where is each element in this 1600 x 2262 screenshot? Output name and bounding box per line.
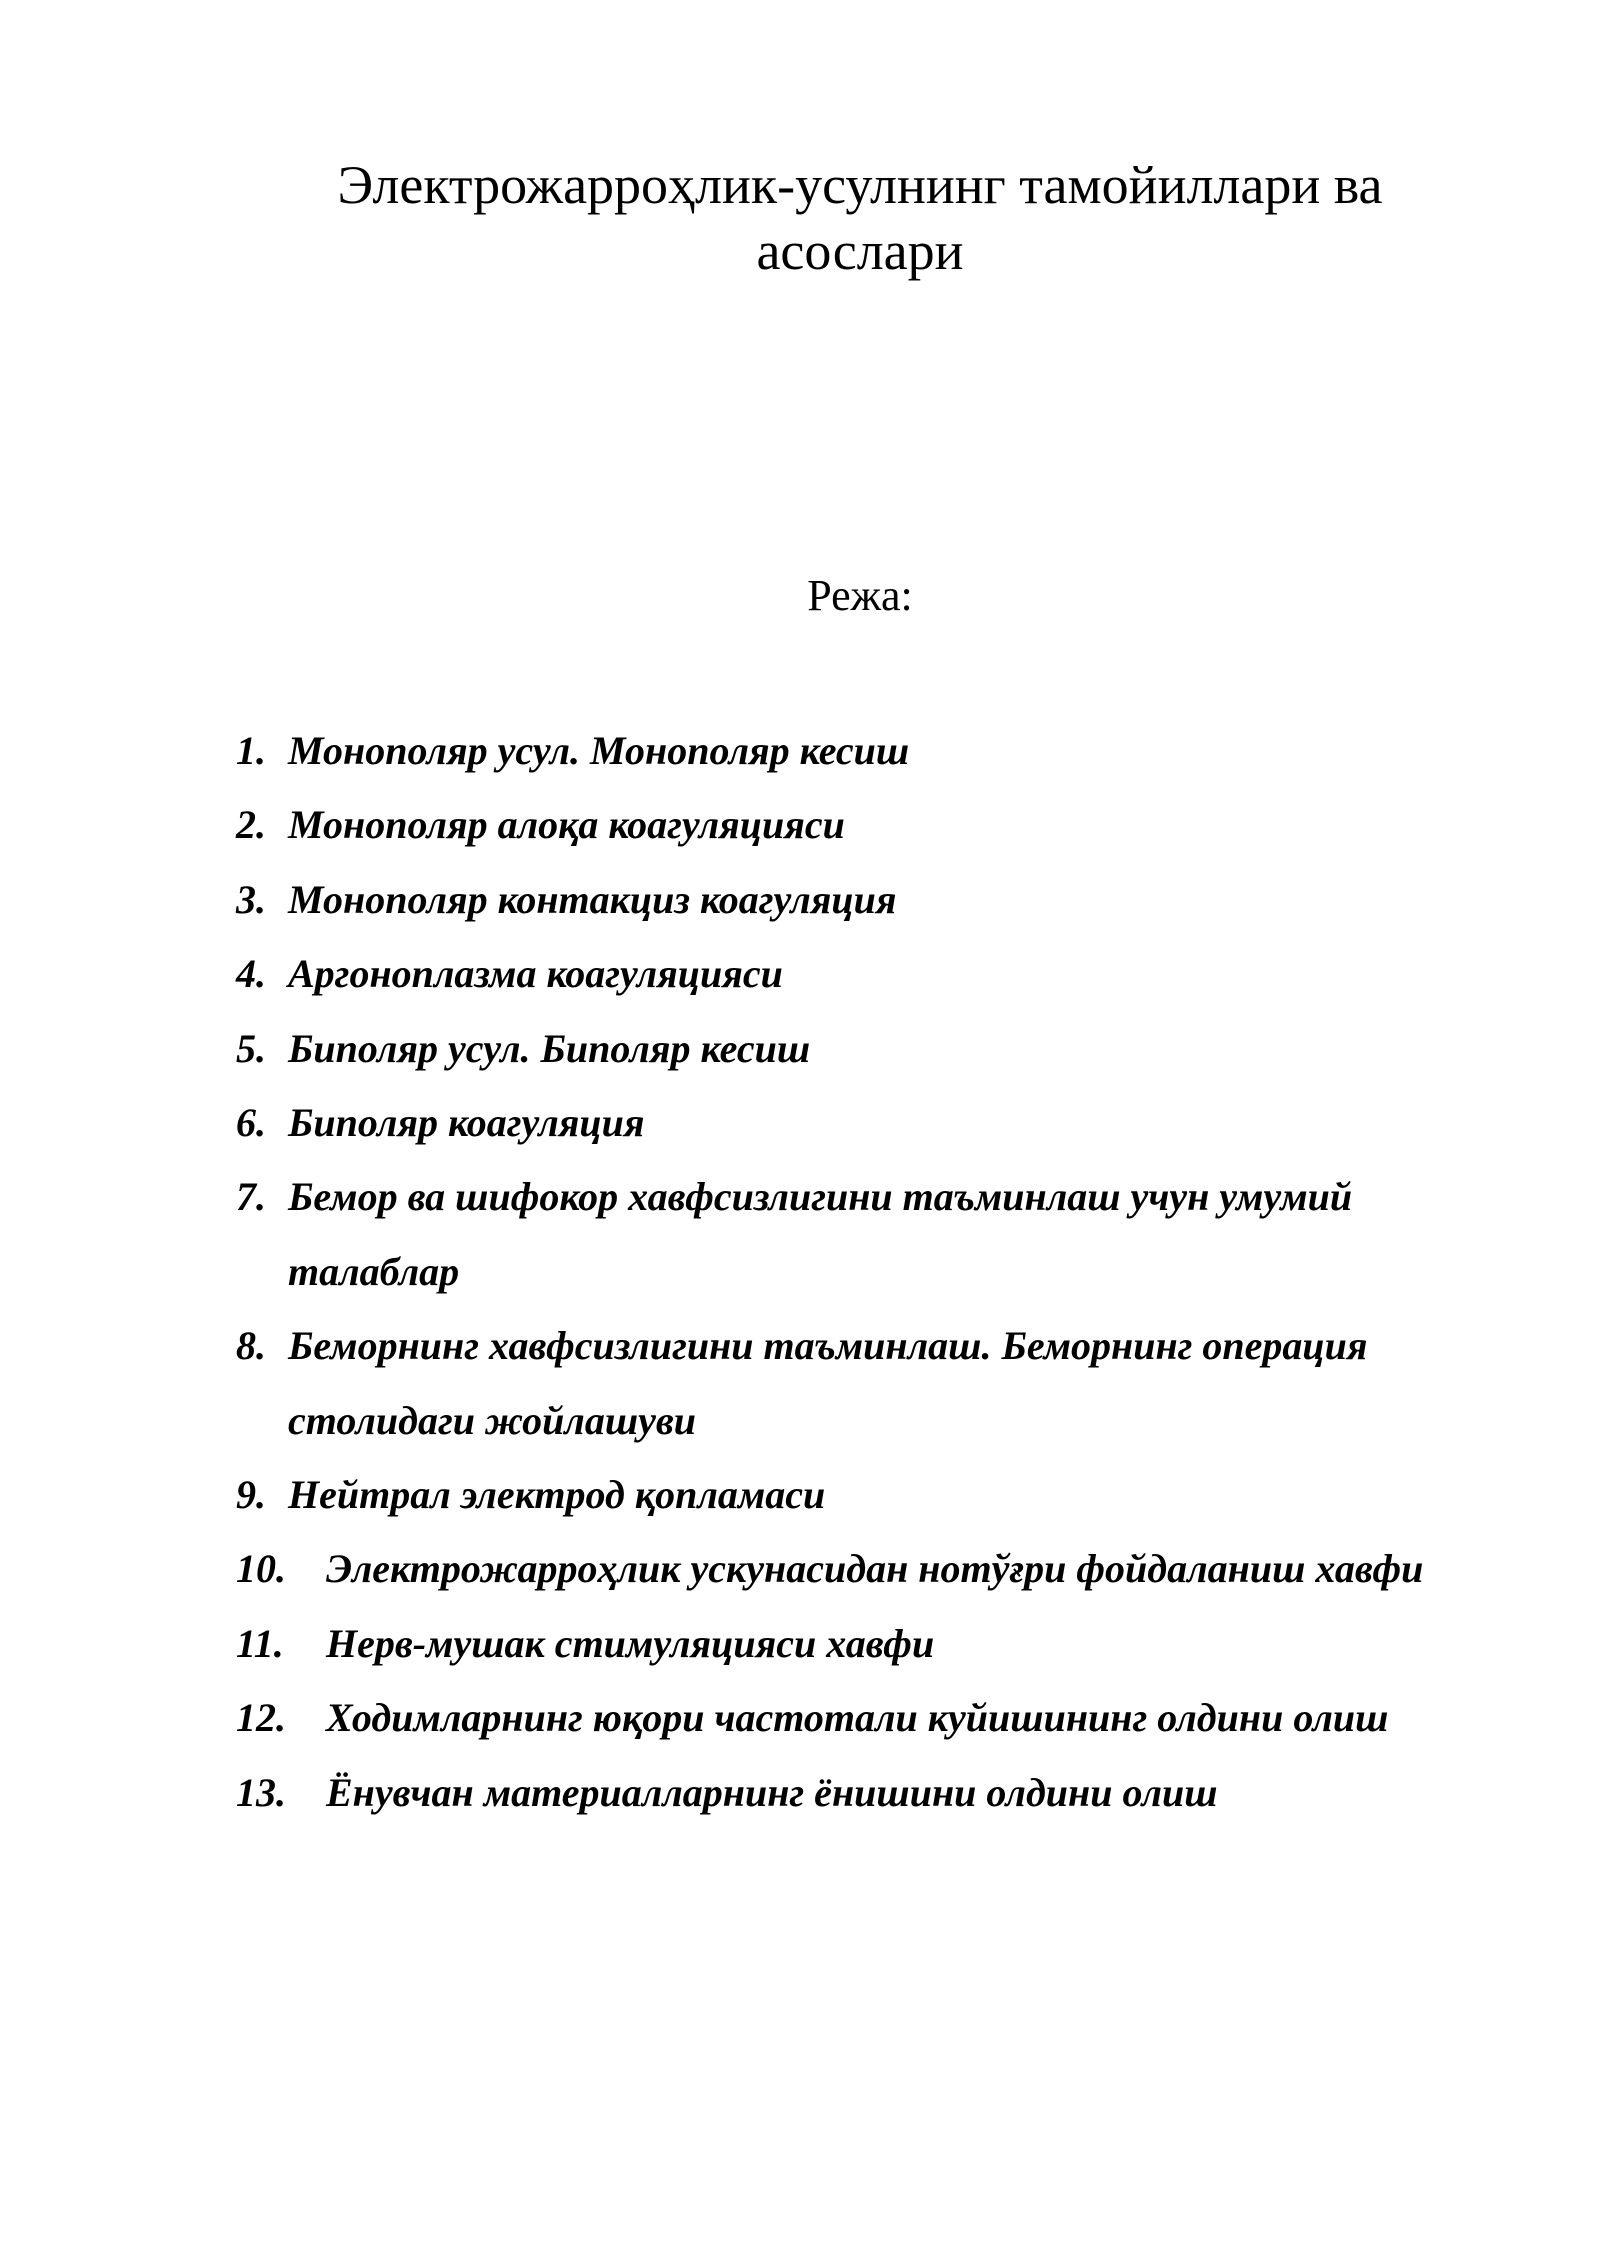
list-item (236, 1012, 1496, 1086)
list-item-text: Ёнувчан материалларнинг ёнишини олдини олиш (326, 1769, 1218, 1815)
list-item-text: Биполяр усул. Биполяр кесиш (288, 1025, 811, 1071)
list-item (236, 1160, 1496, 1309)
list-item-number: 5. (236, 1025, 266, 1071)
plan-list (236, 714, 1496, 1830)
list-item (236, 937, 1496, 1011)
list-item-number: 2. (236, 802, 266, 848)
list-item-text: Монополяр контакциз коагуляция (288, 876, 897, 922)
list-item (236, 714, 1496, 788)
list-item-text: Электрожарроҳлик ускунасидан нотўғри фойдаланиш хавфи (326, 1546, 1424, 1592)
list-item-text: Ходимларнинг юқори частотали куйишининг олдини олиш (326, 1695, 1389, 1741)
plan-heading: Режа: (807, 571, 913, 620)
list-item-text: Аргоноплазма коагуляцияси (288, 951, 783, 997)
list-item-text: Нейтрал электрод қопламаси (288, 1472, 826, 1518)
list-item-number: 9. (236, 1472, 266, 1518)
list-item (236, 1607, 1496, 1681)
list-item-text: Бемор ва шифокор хавфсизлигини таъминлаш учун умумий талаблар (288, 1174, 1353, 1294)
list-item-number: 3. (236, 876, 266, 922)
list-item-text: Беморнинг хавфсизлигини таъминлаш. Беморнинг операция столидаги жойлашуви (288, 1323, 1368, 1443)
list-item (236, 1532, 1496, 1606)
list-item-number: 6. (236, 1100, 266, 1146)
list-item (236, 1681, 1496, 1755)
list-item (236, 863, 1496, 937)
list-item-number: 8. (236, 1323, 266, 1369)
list-item-number: 4. (236, 951, 266, 997)
list-item (236, 1458, 1496, 1532)
list-item-number: 13. (236, 1769, 286, 1815)
list-item (236, 1756, 1496, 1830)
list-item-text: Нерв-мушак стимуляцияси хавфи (326, 1620, 935, 1666)
list-item-text: Биполяр коагуляция (288, 1100, 645, 1146)
list-item-number: 12. (236, 1695, 286, 1741)
document-title: Электрожарроҳлик-усулнинг тамойиллари ва асослари (337, 155, 1383, 281)
list-item-number: 1. (236, 728, 266, 773)
list-item (236, 788, 1496, 862)
list-item-text: Монополяр усул. Монополяр кесиш (288, 728, 910, 773)
list-item-number: 11. (236, 1620, 284, 1666)
list-item (236, 1309, 1496, 1458)
list-item-number: 10. (236, 1546, 286, 1592)
list-item (236, 1086, 1496, 1160)
list-item-text: Монополяр алоқа коагуляцияси (288, 802, 845, 848)
list-item-number: 7. (236, 1174, 266, 1220)
